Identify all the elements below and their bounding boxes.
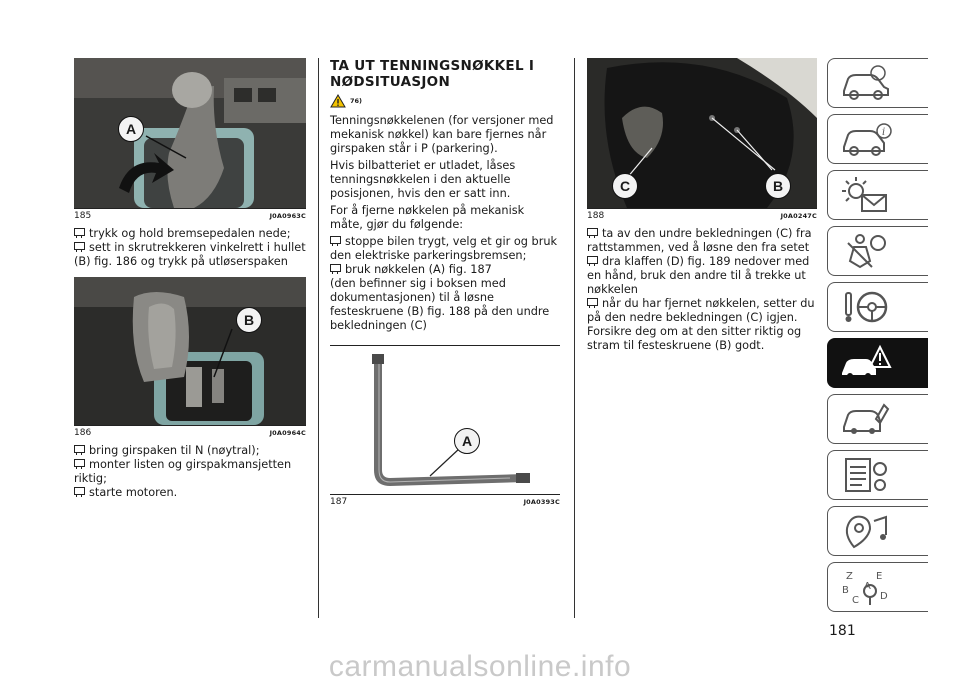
airbag-safety-icon (840, 231, 892, 271)
paragraph: (den befinner sig i boksen med dokumentasjonen) til å løsne festeskruene (B) fig. 188 på den undre bekledningen (C) (330, 277, 550, 332)
figure-number: 186 (74, 428, 92, 438)
warning-ref-number: 76) (350, 97, 363, 105)
tab-car-dashboard[interactable] (827, 58, 928, 108)
tab-service[interactable] (827, 394, 928, 444)
column-left (74, 58, 306, 500)
figure-number: 188 (587, 211, 605, 221)
bullet-icon (74, 459, 85, 467)
figure-code: J0A0963C (269, 212, 306, 220)
warning-reference (330, 94, 560, 108)
tab-emergency[interactable] (827, 338, 928, 388)
paragraph: Forsikre deg om at den sitter riktig og stram til festeskruene (B) godt. (587, 325, 802, 352)
figure-188-caption (587, 208, 817, 221)
watermark: carmanualsonline.info (328, 650, 632, 683)
car-service-icon (840, 399, 892, 439)
figure-186-shifter-slot-photo (74, 277, 306, 425)
bullet-item: sett in skrutrekkeren vinkelrett i hullet (B) fig. 186 og trykk på utløserspaken (74, 241, 306, 268)
bullet-item: bring girspaken til N (nøytral); (74, 444, 306, 458)
paragraph: Tenningsnøkkelenen (for versjoner med mekanisk nøkkel) kan bare fjernes når girspaken står i P (parkering). (330, 114, 554, 155)
bullet-icon (587, 228, 598, 236)
column-divider (318, 58, 319, 618)
tab-multimedia[interactable] (827, 506, 928, 556)
emergency-icon (840, 343, 892, 383)
figure-187-emergency-key-image (330, 346, 560, 494)
svg-text:B: B (842, 585, 849, 596)
bullet-item: bruk nøkkelen (A) fig. 187 (330, 263, 560, 277)
figure-label-b: B (236, 307, 262, 333)
tab-steering[interactable] (827, 282, 928, 332)
column-middle (330, 58, 560, 513)
figure-label-a: A (118, 116, 144, 142)
figure-187-caption (330, 494, 560, 507)
column-right (587, 58, 817, 356)
tab-warning-lights[interactable] (827, 170, 928, 220)
svg-text:D: D (880, 591, 888, 602)
column-divider (574, 58, 575, 618)
steering-wheel-icon (840, 287, 892, 327)
figure-code: J0A0964C (269, 429, 306, 437)
bullet-item: trykk og hold bremsepedalen nede; (74, 227, 306, 241)
svg-text:A: A (864, 581, 871, 592)
multimedia-icon (840, 511, 892, 551)
bullet-icon (74, 445, 85, 453)
chapter-tabs (827, 58, 928, 618)
tab-technical-data[interactable] (827, 450, 928, 500)
figure-185-gear-shifter-photo (74, 58, 306, 208)
bullet-item: ta av den undre bekledningen (C) fra rattstammen, ved å løsne den fra setet (587, 227, 812, 254)
paragraph: For å fjerne nøkkelen på mekanisk måte, gjør du følgende: (330, 204, 525, 231)
car-info-icon (840, 119, 892, 159)
figure-number: 187 (330, 497, 348, 507)
index-icon (840, 567, 892, 607)
figure-label-c: C (612, 173, 638, 199)
warning-triangle-icon (330, 94, 346, 108)
tab-index[interactable] (827, 562, 928, 612)
car-dashboard-icon (840, 63, 892, 103)
figure-code: J0A0393C (523, 498, 560, 506)
section-heading: TA UT TENNINGSNØKKEL I NØDSITUASJON (330, 58, 535, 90)
figure-number: 185 (74, 211, 92, 221)
figure-code: J0A0247C (780, 212, 817, 220)
bullet-item: når du har fjernet nøkkelen, setter du på den nedre bekledningen (C) igjen. (587, 297, 815, 324)
bullet-item: starte motoren. (74, 486, 306, 500)
bullet-icon (330, 264, 341, 272)
figure-188-steering-column-photo (587, 58, 817, 208)
bullet-icon (587, 256, 598, 264)
figure-label-a: A (454, 428, 480, 454)
figure-186-caption (74, 425, 306, 438)
bullet-item: monter listen og girspakmansjetten riktig; (74, 458, 292, 485)
page-number: 181 (829, 623, 856, 639)
bullet-icon (74, 487, 85, 495)
bullet-icon (330, 236, 341, 244)
svg-text:i: i (882, 127, 886, 138)
bullet-icon (74, 242, 85, 250)
svg-text:E: E (876, 571, 883, 582)
bullet-item: stoppe bilen trygt, velg et gir og bruk den elektriske parkeringsbremsen; (330, 235, 558, 262)
bullet-item: dra klaffen (D) fig. 189 nedover med en hånd, bruk den andre til å trekke ut nøkkelen (587, 255, 810, 296)
tab-car-info[interactable] (827, 114, 928, 164)
figure-185-caption (74, 208, 306, 221)
technical-data-icon (840, 455, 892, 495)
tab-safety[interactable] (827, 226, 928, 276)
figure-label-b: B (765, 173, 791, 199)
bullet-icon (74, 228, 85, 236)
warning-lights-icon (840, 175, 892, 215)
bullet-icon (587, 298, 598, 306)
svg-text:Z: Z (846, 571, 853, 582)
svg-text:C: C (852, 595, 859, 606)
paragraph: Hvis bilbatteriet er utladet, låses tenningsnøkkelen i den aktuelle posisjonen, hvis den er satt inn. (330, 159, 516, 200)
